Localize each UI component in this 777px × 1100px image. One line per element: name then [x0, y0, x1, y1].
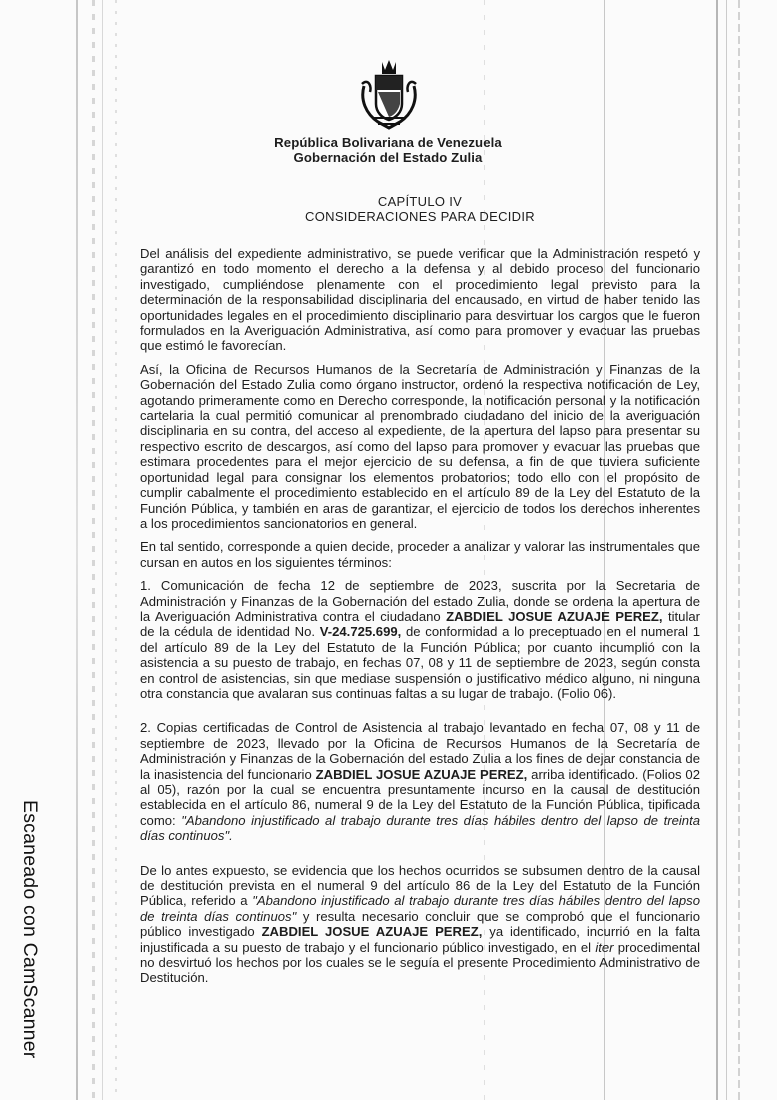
- paragraph-item-2: 2. Copias certificadas de Control de Asistencia al trabajo levantado en fecha 07, 08 y 11 de septiembre de 2023, llevado por la Oficina de Recursos Humanos de la Secretaría de Administración y Finanzas de la Gobernación del estado Zulia a los fines de dejar constancia de la inasistencia del funcionario ZABDIEL JOSUE AZUAJE PEREZ, arriba identificado. (Folios 02 al 05), razón por la cual se encuentra presuntamente incurso en la causal de destitución establecida en el artículo 86, numeral 9 de la Ley del Estatuto de la Función Pública, tipificada como: "Abandono injustificado al trabajo durante tres días hábiles dentro del lapso de treinta días continuos".: [140, 720, 700, 844]
- scan-streak: [92, 0, 95, 1100]
- paragraph-notification: Así, la Oficina de Recursos Humanos de la Secretaría de Administración y Finanzas de la Gobernación del Estado Zulia como órgano instructor, ordenó la respectiva notificación de Ley, agotando primeramente como en Derecho corresponde, la notificación personal y la notificación cartelaria la cual permitió comunicar al prenombrado ciudadano del inicio de la averiguación disciplinaria en su contra, del acceso al expediente, de la apertura del lapso para presentar su respectivo escrito de descargos, así como del lapso para promover y evacuar las pruebas que estimara procedentes para el mejor ejercicio de su defensa, a fin de que tuviera suficiente oportunidad legal para consignar los elementos probatorios; todo ello con el propósito de cumplir cabalmente el procedimiento establecido en el artículo 89 de la Ley del Estatuto de la Función Pública, y también en aras de garantizar, el ejercicio de todos los derechos inherentes a los procedimientos sancionatorios en general.: [140, 361, 700, 531]
- scan-streak: [102, 0, 103, 1100]
- scan-streak: [76, 0, 78, 1100]
- paragraph-instrumentals-intro: En tal sentido, corresponde a quien decide, proceder a analizar y valorar las instrumentales que cursan en autos en los siguientes términos:: [140, 539, 700, 570]
- paragraph-conclusion: De lo antes expuesto, se evidencia que los hechos ocurridos se subsumen dentro de la causal de destitución prevista en el numeral 9 del artículo 86 de la Ley del Estatuto de la Función Pública, referido a "Abandono injustificado al trabajo durante tres días hábiles dentro del lapso de treinta días continuos" y resulta necesario concluir que se comprobó que el funcionario público investigado ZABDIEL JOSUE AZUAJE PEREZ, ya identificado, incurrió en la falta injustificada a su puesto de trabajo y el funcionario público investigado, en el iter procedimental no desvirtuó los hechos por los cuales se le seguía el presente Procedimiento Administrativo de Destitución.: [140, 862, 701, 986]
- scan-streak: [716, 0, 718, 1100]
- paragraph-item-1: 1. Comunicación de fecha 12 de septiembre de 2023, suscrita por la Secretaria de Administración y Finanzas de la Gobernación del estado Zulia, donde se ordena la apertura de la Averiguación Administrativa contra el ciudadano ZABDIEL JOSUE AZUAJE PEREZ, titular de la cédula de identidad No. V-24.725.699, de conformidad a lo preceptuado en el numeral 1 del artículo 89 de la Ley del Estatuto de la Función Pública; por cuanto incumplió con la asistencia a su puesto de trabajo, en fechas 07, 08 y 11 de septiembre de 2023, según consta en control de asistencias, sin que mediase suspensión o justificativo médico alguno, ni ninguna otra constancia que avalaran sus continuas faltas a su lugar de trabajo. (Folio 06).: [140, 578, 701, 701]
- coat-of-arms-icon: [358, 56, 420, 132]
- document-body: [140, 246, 700, 994]
- header-country: República Bolivariana de Venezuela: [274, 135, 502, 150]
- chapter-number: CAPÍTULO IV: [377, 194, 463, 209]
- scan-streak: [115, 0, 117, 1100]
- scan-streak: [738, 0, 740, 1100]
- header-government: Gobernación del Estado Zulia: [293, 150, 483, 165]
- watermark-text: Escaneado con CamScanner: [19, 800, 41, 1059]
- chapter-title: CONSIDERACIONES PARA DECIDIR: [305, 209, 535, 224]
- paragraph-analysis: Del análisis del expediente administrativo, se puede verificar que la Administración respetó y garantizó en todo momento el derecho a la defensa y al debido proceso del funcionario investigado, cumpliéndose plenamente con el procedimiento legal previsto para la determinación de la responsabilidad disciplinaria del encausado, en virtud de haber tenido las oportunidades legales en el procedimiento disciplinario para desvirtuar los cargos que le fueron formulados en la Averiguación Administrativa, así como para promover y evacuar las pruebas que estimó le favorecían.: [140, 246, 700, 354]
- camscanner-watermark: [12, 800, 42, 1070]
- scan-streak: [726, 0, 727, 1100]
